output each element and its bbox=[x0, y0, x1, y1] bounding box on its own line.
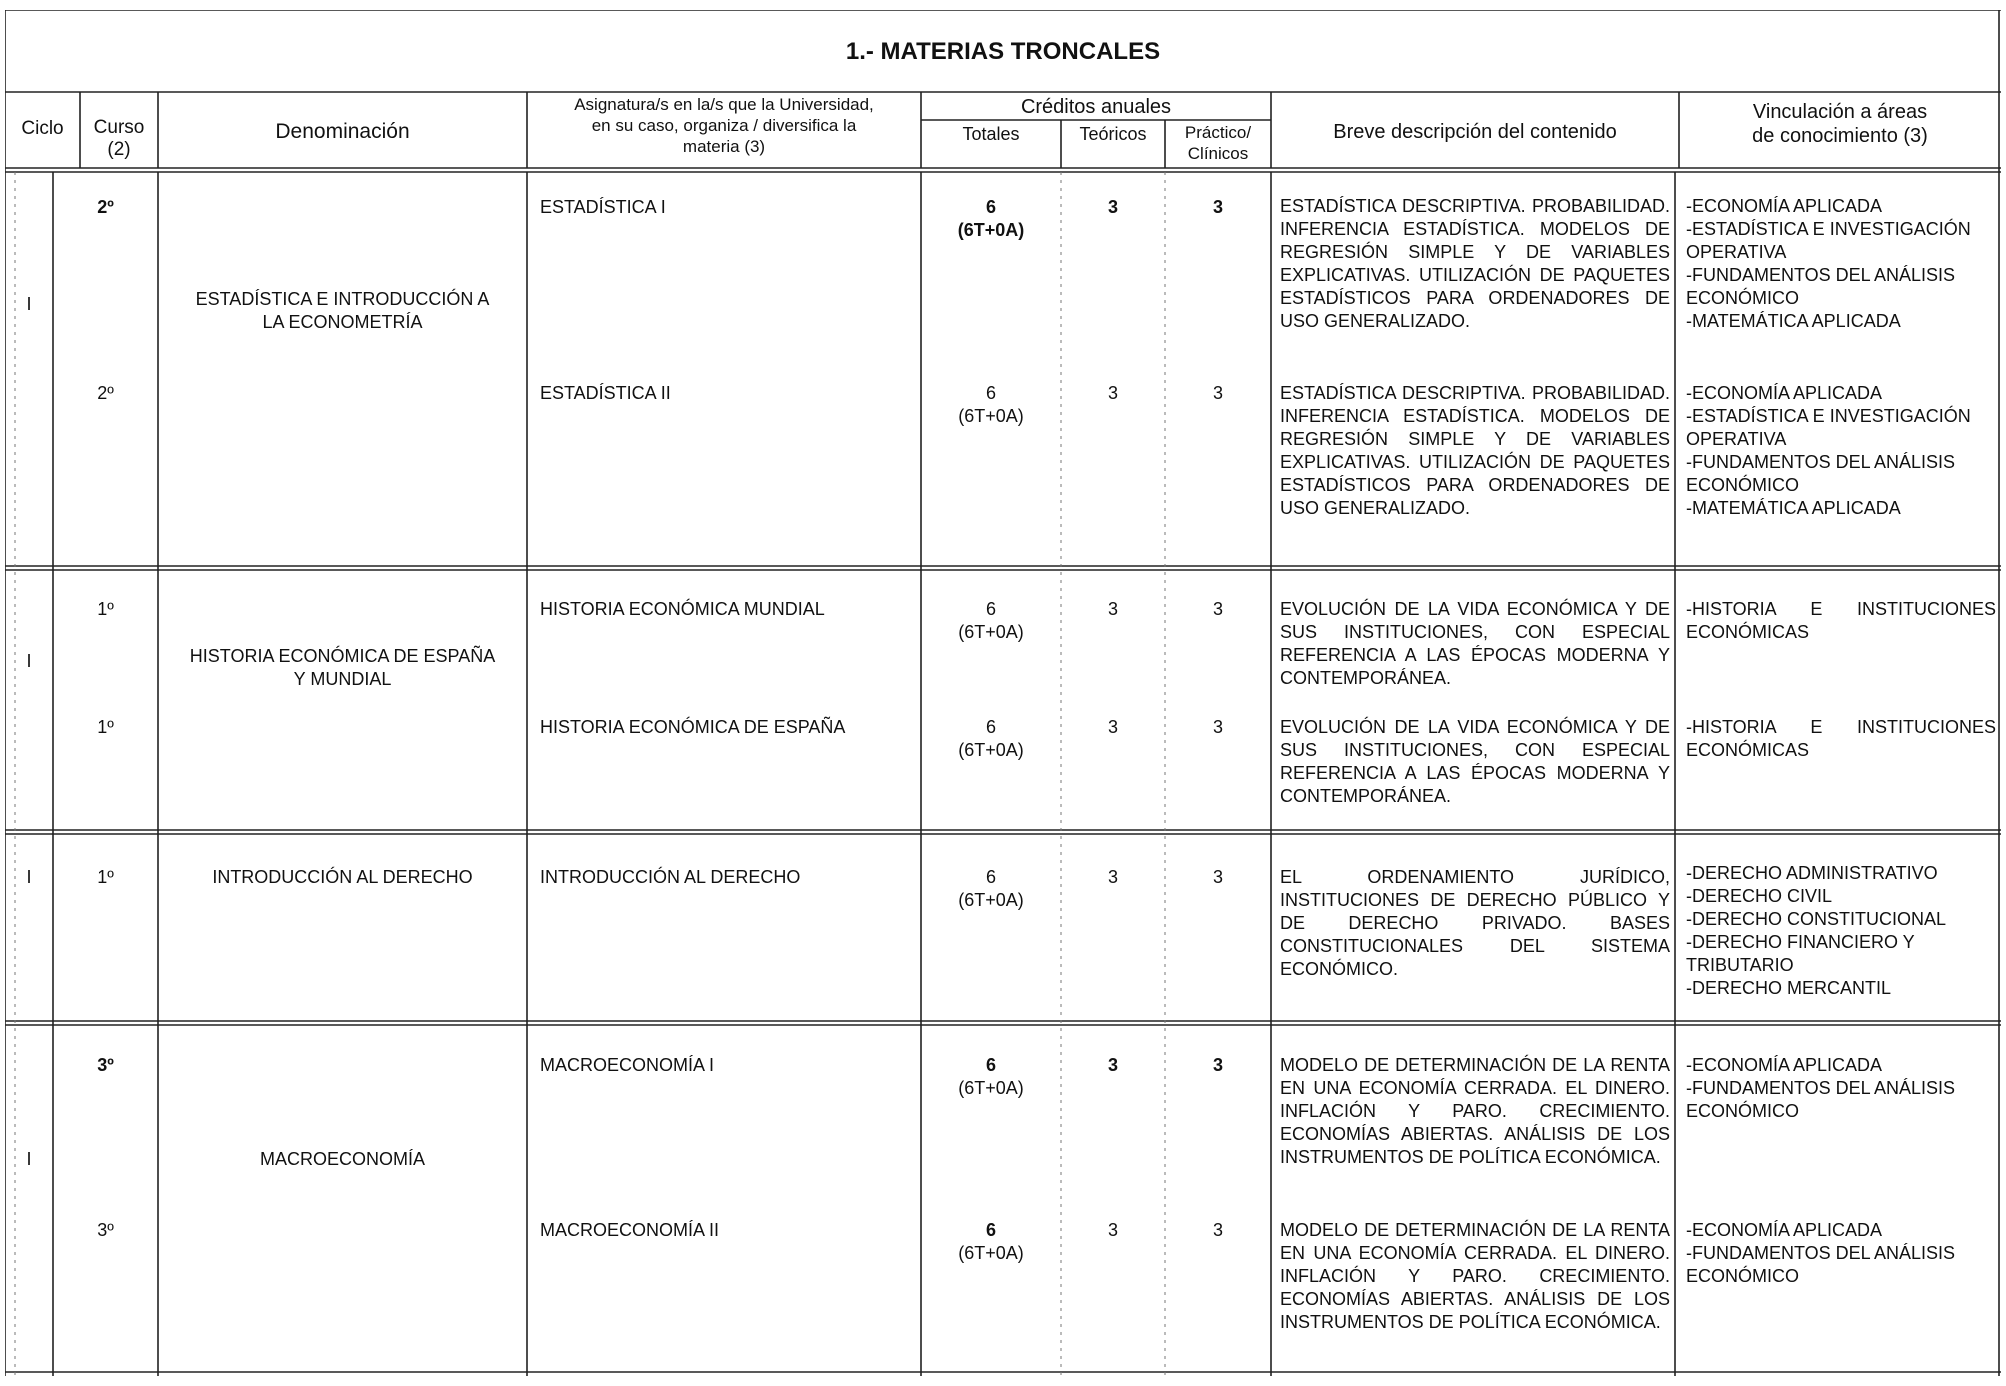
creditos-teoricos: 3 bbox=[1107, 867, 1118, 887]
header-descripcion: Breve descripción del contenido bbox=[1333, 121, 1617, 143]
materia-ciclo: I bbox=[26, 867, 32, 887]
creditos-teoricos: 3 bbox=[1107, 1220, 1118, 1240]
creditos-totales: 6 bbox=[985, 1055, 996, 1075]
materia-ciclo: I bbox=[26, 651, 32, 671]
asignatura-curso: 2º bbox=[97, 197, 114, 217]
materia-denominacion: MACROECONOMÍA bbox=[259, 1149, 425, 1169]
asignatura-curso: 1º bbox=[97, 717, 114, 737]
creditos-totales: 6 bbox=[985, 197, 996, 217]
asignatura-curso: 1º bbox=[97, 599, 114, 619]
descripcion-contenido: EVOLUCIÓN DE LA VIDA ECONÓMICA Y DE SUS INSTITUCIONES, CON ESPECIAL REFERENCIA A LAS ÉPOCAS MODERNA Y CONTEMPORÁNEA. bbox=[1280, 599, 1670, 688]
creditos-practicos: 3 bbox=[1212, 1055, 1223, 1075]
descripcion-contenido: MODELO DE DETERMINACIÓN DE LA RENTA EN UNA ECONOMÍA CERRADA. EL DINERO. INFLACIÓN Y PARO. CRECIMIENTO. ECONOMÍAS ABIERTAS. ANÁLISIS DE LOS INSTRUMENTOS DE POLÍTICA ECONÓMICA. bbox=[1280, 1220, 1670, 1332]
header-ciclo: Ciclo bbox=[21, 118, 64, 139]
creditos-desglose: (6T+0A) bbox=[958, 1243, 1024, 1263]
creditos-practicos: 3 bbox=[1212, 867, 1223, 887]
materia-denominacion: ESTADÍSTICA E INTRODUCCIÓN A LA ECONOMETRÍA bbox=[195, 289, 490, 332]
areas-conocimiento: -ECONOMÍA APLICADA -ESTADÍSTICA E INVESTIGACIÓN OPERATIVA -FUNDAMENTOS DEL ANÁLISIS ECONÓMICO -MATEMÁTICA APLICADA bbox=[1686, 196, 1971, 331]
areas-conocimiento: -ECONOMÍA APLICADA -ESTADÍSTICA E INVESTIGACIÓN OPERATIVA -FUNDAMENTOS DEL ANÁLISIS ECONÓMICO -MATEMÁTICA APLICADA bbox=[1686, 383, 1971, 518]
materias-troncales-sheet bbox=[5, 10, 2001, 1376]
creditos-desglose: (6T+0A) bbox=[958, 622, 1024, 642]
creditos-desglose: (6T+0A) bbox=[958, 740, 1024, 760]
header-totales: Totales bbox=[962, 124, 1020, 144]
header-vinculacion: Vinculación a áreas de conocimiento (3) bbox=[1752, 101, 1928, 147]
page-title: 1.- MATERIAS TRONCALES bbox=[845, 38, 1161, 65]
header-practicos: Práctico/ Clínicos bbox=[1184, 123, 1252, 163]
creditos-totales: 6 bbox=[985, 383, 996, 403]
asignatura-curso: 1º bbox=[97, 867, 114, 887]
creditos-desglose: (6T+0A) bbox=[958, 406, 1024, 426]
creditos-teoricos: 3 bbox=[1107, 599, 1118, 619]
asignatura-nombre: MACROECONOMÍA II bbox=[540, 1220, 720, 1240]
creditos-teoricos: 3 bbox=[1107, 717, 1118, 737]
descripcion-contenido: MODELO DE DETERMINACIÓN DE LA RENTA EN UNA ECONOMÍA CERRADA. EL DINERO. INFLACIÓN Y PARO. CRECIMIENTO. ECONOMÍAS ABIERTAS. ANÁLISIS DE LOS INSTRUMENTOS DE POLÍTICA ECONÓMICA. bbox=[1280, 1055, 1670, 1167]
creditos-practicos: 3 bbox=[1212, 383, 1223, 403]
descripcion-contenido: ESTADÍSTICA DESCRIPTIVA. PROBABILIDAD. INFERENCIA ESTADÍSTICA. MODELOS DE REGRESIÓN SIMPLE Y DE VARIABLES EXPLICATIVAS. UTILIZACIÓN DE PAQUETES ESTADÍSTICOS PARA ORDENADORES DE USO GENERALIZADO. bbox=[1280, 196, 1670, 331]
areas-conocimiento: -HISTORIA E INSTITUCIONES ECONÓMICAS bbox=[1686, 599, 1996, 642]
creditos-totales: 6 bbox=[985, 867, 996, 887]
asignatura-curso: 2º bbox=[97, 383, 114, 403]
creditos-practicos: 3 bbox=[1212, 599, 1223, 619]
creditos-teoricos: 3 bbox=[1107, 383, 1118, 403]
asignatura-nombre: ESTADÍSTICA II bbox=[540, 383, 671, 403]
areas-conocimiento: -HISTORIA E INSTITUCIONES ECONÓMICAS bbox=[1686, 717, 1996, 760]
creditos-totales: 6 bbox=[985, 599, 996, 619]
materia-denominacion: INTRODUCCIÓN AL DERECHO bbox=[212, 867, 473, 887]
descripcion-contenido: EL ORDENAMIENTO JURÍDICO, INSTITUCIONES DE DERECHO PÚBLICO Y DE DERECHO PRIVADO. BASES CONSTITUCIONALES DEL SISTEMA ECONÓMICO. bbox=[1280, 867, 1670, 979]
header-curso: Curso (2) bbox=[93, 117, 145, 160]
creditos-teoricos: 3 bbox=[1107, 1055, 1118, 1075]
asignatura-nombre: ESTADÍSTICA I bbox=[540, 197, 666, 217]
header-teoricos: Teóricos bbox=[1079, 124, 1147, 144]
creditos-totales: 6 bbox=[985, 717, 996, 737]
header-creditos-anuales: Créditos anuales bbox=[1020, 96, 1172, 118]
areas-conocimiento: -ECONOMÍA APLICADA -FUNDAMENTOS DEL ANÁLISIS ECONÓMICO bbox=[1686, 1220, 1956, 1286]
descripcion-contenido: EVOLUCIÓN DE LA VIDA ECONÓMICA Y DE SUS INSTITUCIONES, CON ESPECIAL REFERENCIA A LAS ÉPOCAS MODERNA Y CONTEMPORÁNEA. bbox=[1280, 717, 1670, 806]
asignatura-nombre: HISTORIA ECONÓMICA DE ESPAÑA bbox=[540, 717, 846, 737]
asignatura-nombre: HISTORIA ECONÓMICA MUNDIAL bbox=[540, 599, 825, 619]
header-denominacion: Denominación bbox=[275, 120, 410, 143]
creditos-practicos: 3 bbox=[1212, 1220, 1223, 1240]
asignatura-curso: 3º bbox=[97, 1055, 114, 1075]
areas-conocimiento: -ECONOMÍA APLICADA -FUNDAMENTOS DEL ANÁLISIS ECONÓMICO bbox=[1686, 1055, 1956, 1121]
areas-conocimiento: -DERECHO ADMINISTRATIVO -DERECHO CIVIL -DERECHO CONSTITUCIONAL -DERECHO FINANCIERO Y TRIBUTARIO -DERECHO MERCANTIL bbox=[1686, 863, 1947, 998]
asignatura-nombre: MACROECONOMÍA I bbox=[540, 1055, 715, 1075]
materia-ciclo: I bbox=[26, 1149, 32, 1169]
creditos-totales: 6 bbox=[985, 1220, 996, 1240]
creditos-desglose: (6T+0A) bbox=[958, 1078, 1024, 1098]
asignatura-nombre: INTRODUCCIÓN AL DERECHO bbox=[540, 867, 801, 887]
creditos-desglose: (6T+0A) bbox=[958, 890, 1024, 910]
creditos-practicos: 3 bbox=[1212, 717, 1223, 737]
creditos-teoricos: 3 bbox=[1107, 197, 1118, 217]
creditos-desglose: (6T+0A) bbox=[957, 220, 1025, 240]
materia-denominacion: HISTORIA ECONÓMICA DE ESPAÑA Y MUNDIAL bbox=[189, 646, 496, 689]
descripcion-contenido: ESTADÍSTICA DESCRIPTIVA. PROBABILIDAD. INFERENCIA ESTADÍSTICA. MODELOS DE REGRESIÓN SIMPLE Y DE VARIABLES EXPLICATIVAS. UTILIZACIÓN DE PAQUETES ESTADÍSTICOS PARA ORDENADORES DE USO GENERALIZADO. bbox=[1280, 383, 1670, 518]
header-asignatura: Asignatura/s en la/s que la Universidad, en su caso, organiza / diversifica la materia (3) bbox=[574, 95, 874, 156]
creditos-practicos: 3 bbox=[1212, 197, 1223, 217]
asignatura-curso: 3º bbox=[97, 1220, 114, 1240]
materia-ciclo: I bbox=[26, 294, 32, 314]
